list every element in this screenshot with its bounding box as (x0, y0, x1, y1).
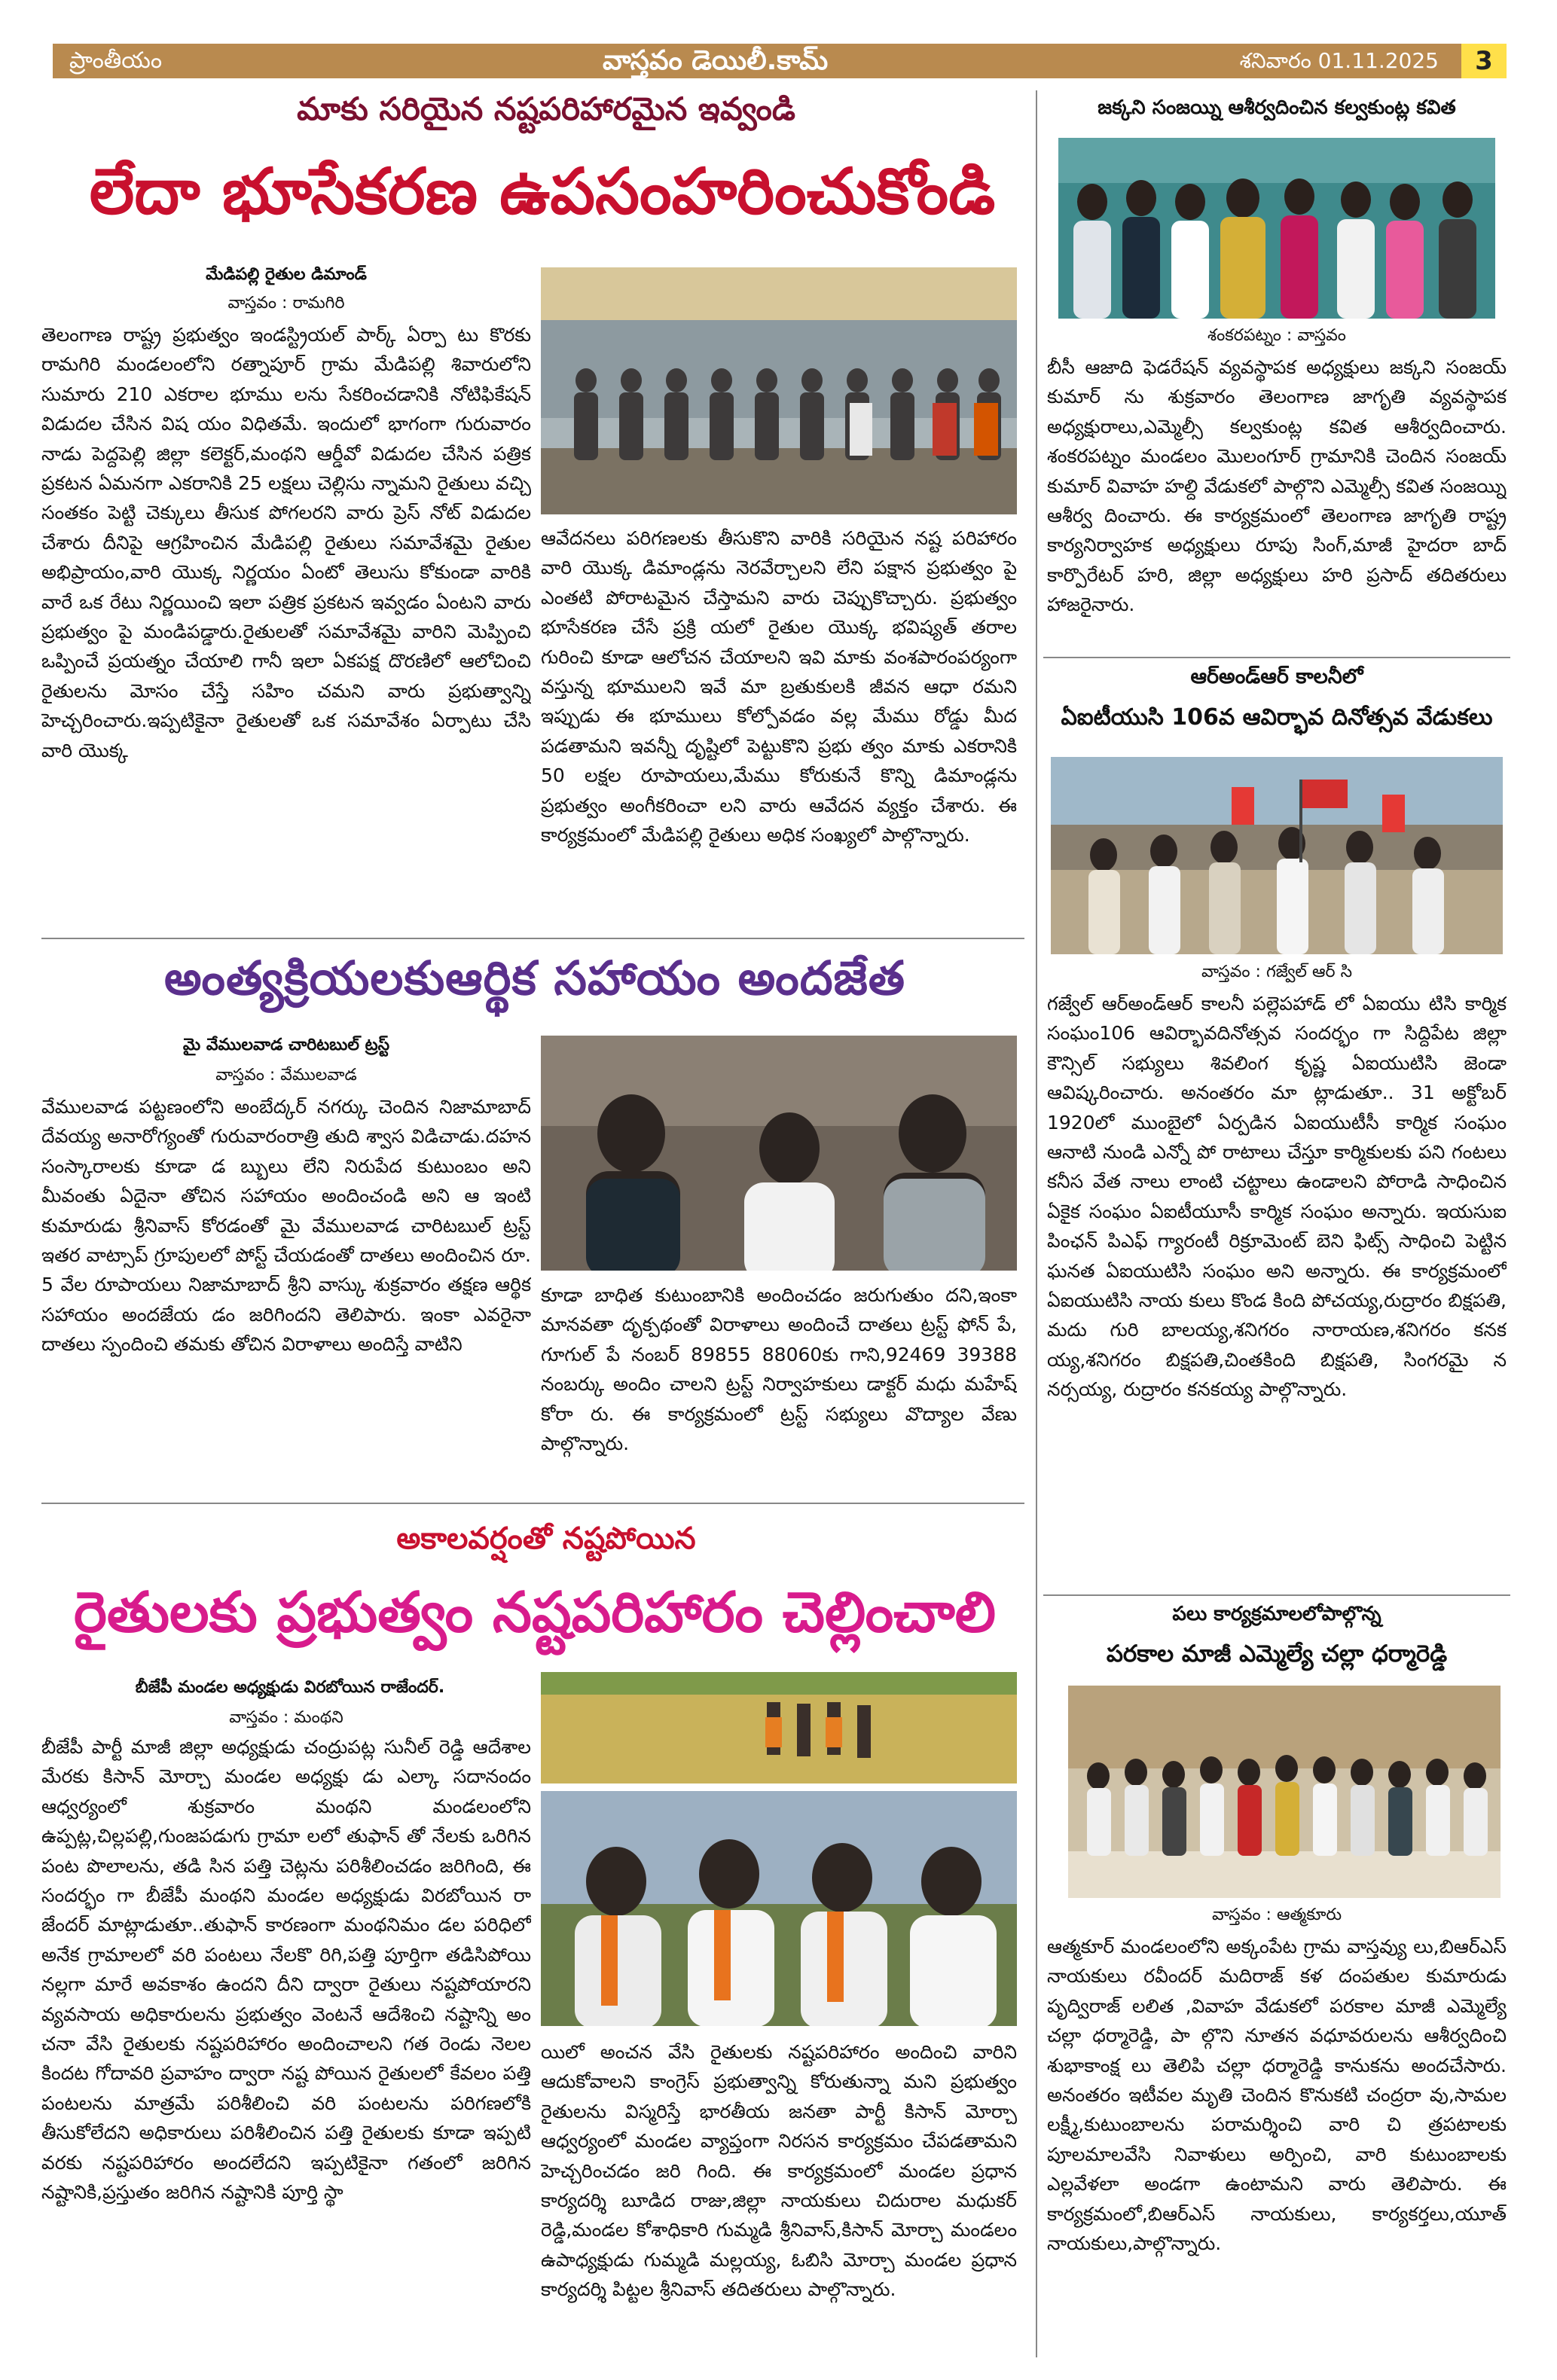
story1-column-1 (41, 320, 531, 930)
right1-column (1047, 352, 1507, 658)
story2-photo (541, 1036, 1017, 1271)
brand-title: వాస్తవం డెయిలీ.కామ్ (603, 45, 829, 76)
right1-photo (1058, 138, 1495, 319)
story2-dateline: వాస్తవం : వేములవాడ (215, 1066, 357, 1085)
divider (1043, 657, 1510, 658)
right3-column (1047, 1932, 1507, 2357)
right2-body: గజ్వేల్ ఆర్అండ్ఆర్ కాలనీ పల్లెపహాడ్ లో ఏఐయు టిసి కార్మిక సంఘం106 ఆవిర్భావదినోత్సవ సందర్భం గా సిద్దిపేట జిల్లా కౌన్సిల్ సభ్యులు శివలింగ కృష్ణ ఏఐయుటిసి జెండా ఆవిష్కరించారు. అనంతరం మా ట్లాడుతూ.. 31 అక్టోబర్ 1920లో ముంబైలో ఏర్పడిన ఏఐయుటీసీ కార్మిక సంఘం ఆనాటి నుండి ఎన్నో పో రాటాలు చేస్తూ కార్మికులకు పని గంటలు కనీస వేత నాలు లాంటి చట్టాలు ఉండాలని పోరాడి సాధించిన ఏకైక సంఘం ఏఐటీయూసీ కార్మిక సంఘం అన్నారు. ఇయసుఐ పింఛన్ పిఎఫ్ గ్యారంటీ రిక్రూమెంట్ బెని ఫిట్స్ సాధించి పెట్టిన ఘనత ఏఐయుటిసి సంఘం అని అన్నారు. ఈ కార్యక్రమంలో ఏఐయుటిసి నాయ కులు కొండ కింది పోచయ్య,రుద్రారం బిక్షపతి, మదు గురి బాలయ్య,శనిగరం నారాయణ,శనిగరం కనక య్య,శనిగరం బిక్షపతి,చింతకింది బిక్షపతి, సింగరమై న నర్సయ్య, రుద్రారం కనకయ్య పాల్గొన్నారు. (1047, 993, 1507, 1401)
right2-column (1047, 989, 1507, 1595)
divider (41, 938, 1024, 939)
story3-body-1: బీజేపీ పార్టీ మాజీ జిల్లా అధ్యక్షుడు చంద్రుపట్ల సునీల్ రెడ్డి ఆదేశాల మేరకు కిసాన్ మోర్చా మండల అధ్యక్షు డు ఎల్కా సదానందం ఆధ్వర్యంలో శుక్రవారం మంథని మండలంలోని ఉప్పట్ల,చిల్లపల్లి,గుంజపడుగు గ్రామా లలో తుఫాన్ తో నేలకు ఒరిగిన పంట పొలాలను, తడి సిన పత్తి చెట్లను పరిశీలించడం జరిగింది, ఈ సందర్భం గా బీజేపీ మంథని మండల అధ్యక్షుడు విరబోయిన రా జేందర్ మాట్లాడుతూ..తుఫాన్ కారణంగా మంథనిమం డల పరిధిలో అనేక గ్రామాలలో వరి పంటలు నేలకొ రిగి,పత్తి పూర్తిగా తడిసిపోయి నల్లగా మారే అవకాశం ఉందని దీని ద్వారా రైతులు నష్టపోయారని వ్యవసాయ అధికారులను ప్రభుత్వం వెంటనే ఆదేశించి నష్టాన్ని అం చనా వేసి రైతులకు నష్టపరిహారం అందించాలని గత రెండు నెలల కిందట గోదావరి ప్రవాహం ద్వారా నష్ట పోయిన రైతులలో కేవలం పత్తి పంటలను మాత్రమే పరిశీలించి వరి పంటలను పరిగణలోకి తీసుకోలేదని అధికారులు పరిశీలించిన పత్తి రైతులకు కూడా ఇప్పటి వరకు నష్టపరిహారం అందలేదని ఇప్పటికైనా గతంలో జరిగిన నష్టానికి,ప్రస్తుతం జరిగిన నష్టానికి పూర్తి స్థా (41, 1736, 531, 2204)
right2-kicker: ఆర్అండ్ఆర్ కాలనీలో (1190, 665, 1363, 688)
story3-body-2: యిలో అంచన వేసి రైతులకు నష్టపరిహారం అందించి వారిని ఆదుకోవాలని కాంగ్రెస్ ప్రభుత్వాన్ని కోరుతున్నా మని ప్రభుత్వం రైతులను విస్మరిస్తే భారతీయ జనతా పార్టీ కిసాన్ మోర్చా ఆధ్వర్యంలో మండల వ్యాప్తంగా నిరసన కార్యక్రమం చేపడతామని హెచ్చరించడం జరి గింది. ఈ కార్యక్రమంలో మండల ప్రధాన కార్యదర్శి బూడిద రాజు,జిల్లా నాయకులు చిదురాల మధుకర్ రెడ్డి,మండల కోశాధికారి గుమ్మడి శ్రీనివాస్,కిసాన్ మోర్చా మండలం ఉపాధ్యక్షుడు గుమ్మడి మల్లయ్య, ఓబిసి మోర్చా మండల ప్రధాన కార్యదర్శి పిట్టల శ్రీనివాస్ తదితరులు పాల్గొన్నారు. (541, 2041, 1017, 2301)
right3-kicker: పలు కార్యక్రమాలలోపాల్గొన్న (1172, 1603, 1381, 1625)
story3-headline: రైతులకు ప్రభుత్వం నష్టపరిహారం చెల్లించాలి (73, 1580, 997, 1645)
masthead-bar (53, 44, 1507, 78)
divider (41, 1503, 1024, 1504)
story3-byline: బీజేపీ మండల అధ్యక్షుడు విరబోయిన రాజేందర్. (135, 1678, 445, 1697)
story1-byline: మేడిపల్లి రైతుల డిమాండ్ (206, 265, 367, 284)
story2-headline: అంత్యక్రియలకుఆర్థిక సహాయం అందజేత (163, 950, 906, 1005)
story1-dateline: వాస్తవం : రామగిరి (227, 294, 345, 313)
story2-byline: మై వేములవాడ చారిటబుల్ ట్రస్ట్ (182, 1036, 390, 1054)
story2-body-1: వేములవాడ పట్టణంలోని అంబేద్కర్ నగర్కు చెందిన నిజామాబాద్ దేవయ్య అనారోగ్యంతో గురువారంరాత్రి తుది శ్వాస విడిచాడు.దహన సంస్కారాలకు కూడా డ బ్బులు లేని నిరుపేద కుటుంబం అని మీవంతు ఏదైనా తోచిన సహాయం అందించండి అని ఆ ఇంటి కుమారుడు శ్రీనివాస్ కోరడంతో మై వేములవాడ చారిటబుల్ ట్రస్ట్ ఇతర వాట్సాప్ గ్రూపులలో పోస్ట్ చేయడంతో దాతలు అందించిన రూ. 5 వేల రూపాయలు నిజామాబాద్ శ్రీని వాస్కు శుక్రవారం తక్షణ ఆర్థిక సహాయం అందజేయ డం జరిగిందని తెలిపారు. ఇంకా ఎవరైనా దాతలు స్పందించి తమకు తోచిన విరాళాలు అందిస్తే వాటిని (41, 1096, 531, 1356)
right3-photo (1068, 1686, 1501, 1898)
story3-column-2 (541, 2037, 1017, 2357)
story1-photo (541, 267, 1017, 514)
story3-photo-group (541, 1791, 1017, 2026)
story3-dateline: వాస్తవం : మంథని (229, 1708, 343, 1727)
column-divider (1036, 90, 1037, 2357)
story2-column-1 (41, 1092, 531, 1484)
story1-kicker: మాకు సరియైన నష్టపరిహారమైన ఇవ్వండి (297, 90, 795, 127)
right1-body: బీసీ ఆజాది ఫెడరేషన్ వ్యవస్థాపక అధ్యక్షులు జక్కని సంజయ్ కుమార్ ను శుక్రవారం తెలంగాణ జాగృతి వ్యవస్థాపక అధ్యక్షురాలు,ఎమ్మెల్సీ కల్వకుంట్ల కవిత ఆశీర్వదించారు. శంకరపట్నం మండలం మొలంగూర్ గ్రామానికి చెందిన సంజయ్ కుమార్ వివాహ హల్ది వేడుకలో పాల్గొని ఎమ్మెల్సీ కవిత సంజయ్ని ఆశీర్వ దించారు. ఈ కార్యక్రమంలో తెలంగాణ జాగృతి రాష్ట్ర కార్యనిర్వాహక అధ్యక్షులు రూపు సింగ్,మాజీ హైదరా బాద్ కార్పొరేటర్ హరి, జిల్లా అధ్యక్షులు హరి ప్రసాద్ తదితరులు హాజరైనారు. (1047, 356, 1507, 616)
story3-column-1 (41, 1732, 531, 2357)
story1-headline: లేదా భూసేకరణ ఉపసంహరించుకోండి (89, 154, 996, 228)
right1-headline: జక్కని సంజయ్ని ఆశీర్వదించిన కల్వకుంట్ల కవిత (1098, 96, 1456, 119)
story1-body-2: ఆవేదనలు పరిగణలకు తీసుకొని వారికి సరియైన నష్ట పరిహారం వారి యొక్క డిమాండ్లను నెరవేర్చాలని లేని పక్షాన ప్రభుత్వం పై ఎంతటి పోరాటమైన చేస్తామని వారు చెప్పుకొచ్చారు. ప్రభుత్వం భూసేకరణ చేసే ప్రక్రి యలో రైతుల యొక్క భవిష్యత్ తరాల గురించి కూడా ఆలోచన చేయాలని ఇవి మాకు వంశపారంపర్యంగా వస్తున్న భూములని ఇవే మా బ్రతుకులకి జీవన ఆధా రమని ఇప్పుడు ఈ భూములు కోల్పోవడం వల్ల మేము రోడ్డు మీద పడతామని ఇవన్నీ దృష్టిలో పెట్టుకొని ప్రభు త్వం మాకు ఎకరానికి 50 లక్షల రూపాయలు,మేము కోరుకునే కొన్ని డిమాండ్లను ప్రభుత్వం అంగీకరించా లని వారు ఆవేదన వ్యక్తం చేశారు. ఈ కార్యక్రమంలో మేడిపల్లి రైతులు అధిక సంఖ్యలో పాల్గొన్నారు. (541, 527, 1017, 847)
story3-photo-field (541, 1672, 1017, 1783)
right2-photo (1051, 757, 1503, 954)
story2-column-2 (541, 1280, 1017, 1491)
right2-headline: ఏఐటీయుసి 106వ ఆవిర్భావ దినోత్సవ వేడుకలు (1061, 704, 1493, 731)
right3-headline: పరకాల మాజీ ఎమ్మెల్యే చల్లా ధర్మారెడ్డి (1106, 1640, 1448, 1668)
page-number: 3 (1461, 44, 1507, 78)
story3-kicker: అకాలవర్షంతో నష్టపోయిన (396, 1521, 696, 1556)
story2-body-2: కూడా బాధిత కుటుంబానికి అందించడం జరుగుతుం దని,ఇంకా మానవతా దృక్పథంతో విరాళాలు అందించే దాతలు ట్రస్ట్ ఫోన్ పే, గూగుల్ పే నంబర్ 89855 88060కు గాని,92469 39388 నంబర్కు అందిం చాలని ట్రస్ట్ నిర్వాహకులు డాక్టర్ మధు మహేష్ కోరా రు. ఈ కార్యక్రమంలో ట్రస్ట్ సభ్యులు వొద్యాల వేణు పాల్గొన్నారు. (541, 1284, 1017, 1455)
issue-date: శనివారం 01.11.2025 (1239, 48, 1439, 73)
right1-dateline: శంకరపట్నం : వాస్తవం (1207, 326, 1346, 345)
divider (1043, 1594, 1510, 1596)
right3-body: ఆత్మకూర్ మండలంలోని అక్కంపేట గ్రామ వాస్తవ్యు లు,బిఆర్ఎస్ నాయకులు రవీందర్ మదిరాజ్ కళ దంపతుల కుమారుడు పృద్విరాజ్ లలిత ,వివాహ వేడుకలో పరకాల మాజీ ఎమ్మెల్యే చల్లా ధర్మారెడ్డి, పా ల్గొని నూతన వధూవరులను ఆశీర్వదించి శుభాకాంక్ష లు తెలిపి చల్లా ధర్మారెడ్డి కానుకను అందచేసారు. అనంతరం ఇటీవల మృతి చెందిన కొనుకటి చంద్రరా వు,సామల లక్ష్మీ,కుటుంబాలను పరామర్శించి వారి చి త్రపటాలకు పూలమాలవేసి నివాళులు అర్పించి, వారి కుటుంబాలకు ఎల్లవేళలా అండగా ఉంటామని వారు తెలిపారు. ఈ కార్యక్రమంలో,బిఆర్ఎస్ నాయకులు, కార్యకర్తలు,యూత్ నాయకులు,పాల్గొన్నారు. (1047, 1936, 1507, 2255)
story1-column-2 (541, 523, 1017, 930)
right3-dateline: వాస్తవం : ఆత్మకూరు (1211, 1906, 1342, 1924)
story1-body-1: తెలంగాణ రాష్ట్ర ప్రభుత్వం ఇండస్ట్రియల్ పార్క్ ఏర్పా టు కొరకు రామగిరి మండలంలోని రత్నాపూర్ గ్రామ మేడిపల్లి శివారులోని సుమారు 210 ఎకరాల భూము లను సేకరించడానికి నోటిఫికేషన్ విడుదల చేసిన విష యం విధితమే. ఇందులో భాగంగా గురువారం నాడు పెద్దపెల్లి జిల్లా కలెక్టర్,మంథని ఆర్డీవో విడుదల చేసిన పత్రిక ప్రకటన ఏమనగా ఎకరానికి 25 లక్షలు చెల్లిసు న్నామని రైతులు వచ్చి సంతకం పెట్టి చెక్కులు తీసుక పోగలరని వారు ప్రెస్ నోట్ విడుదల చేశారు దీనిపై ఆగ్రహించిన మేడిపల్లి రైతులు సమావేశమై రైతుల అభిప్రాయం,వారి యొక్క నిర్ణయం ఏంటో తెలుసు కోకుండా వారికి వారే ఒక రేటు నిర్ణయించి ఇలా పత్రిక ప్రకటన ఇవ్వడం ఏంటని వారు ప్రభుత్వం పై మండిపడ్డారు.రైతులతో సమావేశమై వారిని మెప్పించి ఒప్పించే ప్రయత్నం చేయాలి గానీ ఇలా ఏకపక్ష దొరణిలో ఆలోచించి రైతులను మోసం చేస్తే సహిం చమని వారు ప్రభుత్వాన్ని హెచ్చరించారు.ఇప్పటికైనా రైతులతో ఒక సమావేశం ఏర్పాటు చేసి వారి యొక్క (41, 324, 531, 761)
section-label: ప్రాంతీయం (69, 47, 163, 74)
right2-dateline: వాస్తవం : గజ్వేల్ ఆర్ సి (1201, 963, 1353, 981)
